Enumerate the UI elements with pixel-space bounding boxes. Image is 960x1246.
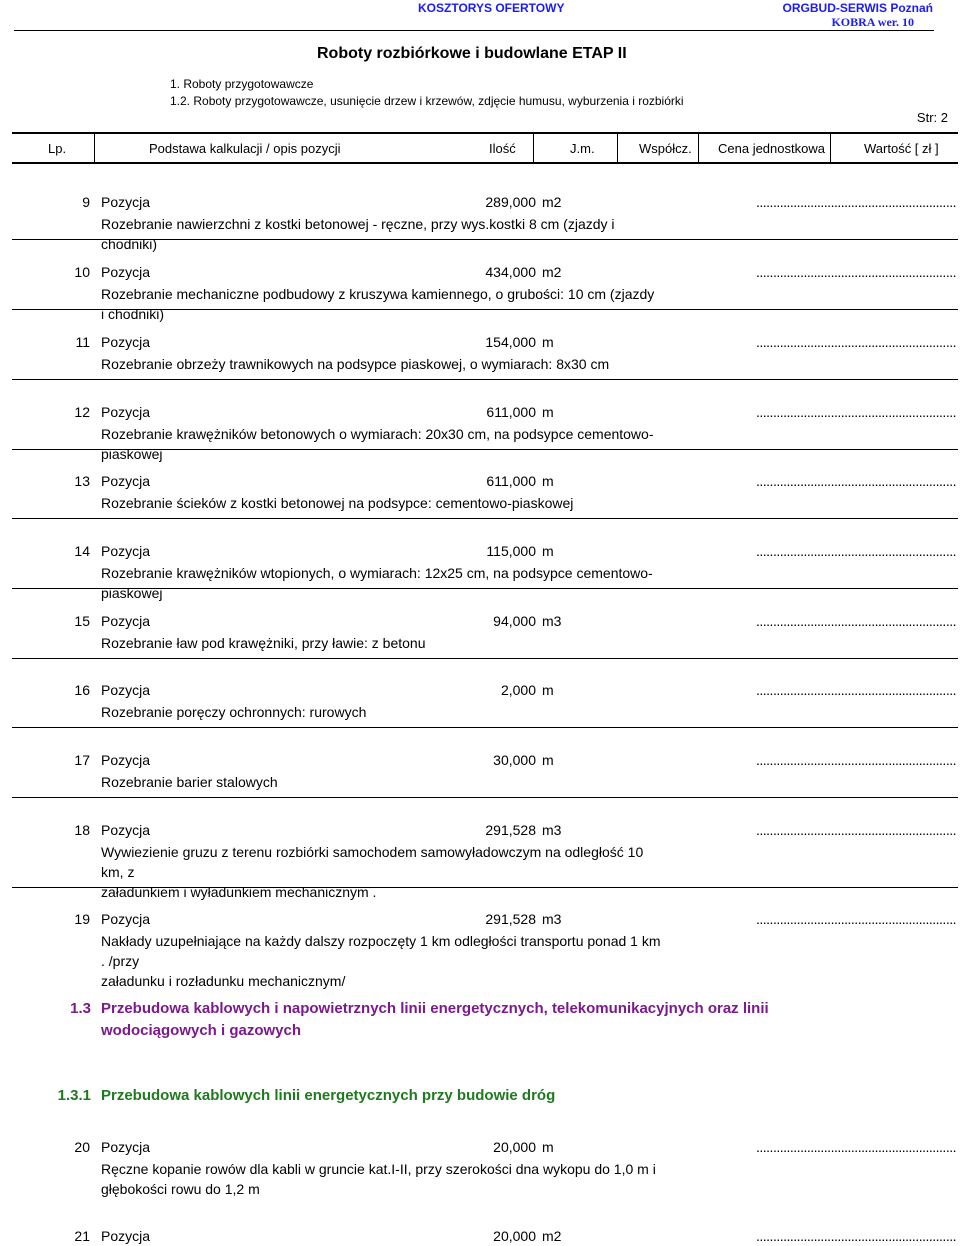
item-number: 11	[75, 334, 90, 350]
section-number: 1.3	[70, 1000, 91, 1017]
item-value-placeholder: ...........................................................	[756, 194, 956, 210]
item-value-placeholder: ...........................................................	[756, 911, 956, 927]
item-description-line: głębokości rowu do 1,2 m	[101, 1181, 260, 1197]
item-description-line: załadunku i rozładunku mechanicznym/	[101, 973, 346, 989]
item-unit: m2	[542, 264, 562, 280]
item-label: Pozycja	[101, 911, 151, 927]
column-separator	[94, 134, 95, 162]
item-description-line: Wywiezienie gruzu z terenu rozbiórki samochodem samowyładowczym na odległość 10 km, z	[101, 844, 644, 880]
item-value-placeholder: ...........................................................	[756, 404, 956, 420]
item-description-line: Rozebranie krawężników betonowych o wymiarach: 20x30 cm, na podsypce cementowo-piaskowej	[101, 426, 654, 462]
item-number: 10	[74, 264, 90, 280]
item-number: 19	[74, 911, 90, 927]
item-number: 13	[74, 473, 90, 489]
item-separator	[12, 797, 958, 798]
item-separator	[12, 727, 958, 728]
item-label: Pozycja	[101, 682, 151, 698]
item-description	[101, 284, 661, 324]
item-unit: m3	[542, 911, 562, 927]
item-value-placeholder: ...........................................................	[756, 543, 956, 559]
item-quantity: 115,000	[486, 543, 536, 559]
item-value-placeholder: ...........................................................	[756, 334, 956, 350]
page-title: Roboty rozbiórkowe i budowlane ETAP II	[317, 45, 627, 62]
item-number: 18	[74, 822, 90, 838]
item-description-line: Rozebranie ław pod krawężniki, przy ławie: z betonu	[101, 635, 426, 651]
item-description	[101, 842, 661, 902]
item-quantity: 94,000	[493, 613, 536, 629]
item-description	[101, 563, 661, 603]
page-number: Str: 2	[916, 110, 948, 125]
item-quantity: 2,000	[500, 682, 536, 698]
header-center: KOSZTORYS OFERTOWY	[418, 1, 565, 15]
item-separator	[12, 658, 958, 659]
item-label: Pozycja	[101, 1139, 151, 1155]
item-quantity: 20,000	[493, 1139, 536, 1155]
item-description	[101, 424, 661, 464]
column-coefficient: Współcz.	[639, 141, 692, 156]
item-unit: m	[542, 682, 554, 698]
column-separator	[617, 134, 618, 162]
header-company: ORGBUD-SERWIS Poznań	[782, 1, 933, 15]
item-number: 14	[74, 543, 90, 559]
item-description-line: Rozebranie barier stalowych	[101, 774, 278, 790]
header-version: KOBRA wer. 10	[831, 15, 914, 29]
item-quantity: 611,000	[486, 404, 536, 420]
item-description	[101, 633, 661, 653]
item-unit: m2	[542, 194, 562, 210]
item-number: 12	[74, 404, 90, 420]
item-description-line: załadunkiem i wyładunkiem mechanicznym .	[101, 884, 377, 900]
section-title-line-1: Przebudowa kablowych linii energetycznych przy budowie dróg	[101, 1087, 556, 1104]
item-number: 17	[74, 752, 90, 768]
item-value-placeholder: ...........................................................	[756, 613, 956, 629]
item-description-line: Ręczne kopanie rowów dla kabli w gruncie kat.I-II, przy szerokości dna wykopu do 1,0 m i	[101, 1161, 656, 1177]
column-separator	[830, 134, 831, 162]
item-number: 16	[74, 682, 90, 698]
item-value-placeholder: ...........................................................	[756, 1139, 956, 1155]
breadcrumb-level-1: 1. Roboty przygotowawcze	[170, 77, 314, 91]
item-unit: m	[542, 543, 554, 559]
item-label: Pozycja	[101, 264, 151, 280]
item-number: 21	[74, 1228, 90, 1244]
column-header-row	[12, 132, 958, 164]
item-label: Pozycja	[101, 404, 151, 420]
item-unit: m	[542, 752, 554, 768]
item-description-line: Rozebranie nawierzchni z kostki betonowej - ręczne, przy wys.kostki 8 cm (zjazdy i chodniki)	[101, 216, 615, 252]
item-value-placeholder: ...........................................................	[756, 822, 956, 838]
item-value-placeholder: ...........................................................	[756, 1228, 956, 1244]
item-quantity: 291,528	[485, 822, 536, 838]
item-quantity: 611,000	[486, 473, 536, 489]
item-label: Pozycja	[101, 334, 151, 350]
item-separator	[12, 379, 958, 380]
item-separator	[12, 239, 958, 240]
item-number: 9	[82, 194, 90, 210]
section-number: 1.3.1	[57, 1087, 91, 1104]
item-description	[101, 214, 661, 254]
item-description	[101, 1159, 661, 1199]
item-description	[101, 772, 661, 792]
item-description-line: Rozebranie mechaniczne podbudowy z kruszywa kamiennego, o grubości: 10 cm (zjazdy i chodniki)	[101, 286, 655, 322]
column-unit: J.m.	[570, 141, 595, 156]
item-quantity: 289,000	[485, 194, 536, 210]
column-value: Wartość [ zł ]	[864, 141, 939, 156]
item-unit: m	[542, 473, 554, 489]
item-separator	[12, 309, 958, 310]
item-separator	[12, 588, 958, 589]
item-label: Pozycja	[101, 194, 151, 210]
item-quantity: 20,000	[493, 1228, 536, 1244]
item-description-line: Rozebranie poręczy ochronnych: rurowych	[101, 704, 367, 720]
item-quantity: 30,000	[493, 752, 536, 768]
item-label: Pozycja	[101, 822, 151, 838]
column-unit-price: Cena jednostkowa	[718, 141, 825, 156]
item-label: Pozycja	[101, 1228, 151, 1244]
item-separator	[12, 449, 958, 450]
item-unit: m	[542, 1139, 554, 1155]
item-unit: m2	[542, 1228, 562, 1244]
column-separator	[533, 134, 534, 162]
item-description	[101, 702, 661, 722]
item-description-line: Rozebranie krawężników wtopionych, o wymiarach: 12x25 cm, na podsypce cementowo-piaskowej	[101, 565, 653, 601]
column-description: Podstawa kalkulacji / opis pozycji	[149, 141, 341, 156]
item-unit: m3	[542, 613, 562, 629]
section-title-line-2: wodociągowych i gazowych	[101, 1022, 302, 1039]
item-unit: m	[542, 404, 554, 420]
item-quantity: 154,000	[485, 334, 536, 350]
item-description-line: Nakłady uzupełniające na każdy dalszy rozpoczęty 1 km odległości transportu ponad 1 km . /przy	[101, 933, 661, 969]
item-description-line: Rozebranie obrzeży trawnikowych na podsypce piaskowej, o wymiarach: 8x30 cm	[101, 356, 610, 372]
column-lp: Lp.	[48, 141, 67, 156]
section-title-line-1: Przebudowa kablowych i napowietrznych linii energetycznych, telekomunikacyjnych oraz linii	[101, 1000, 769, 1017]
item-value-placeholder: ...........................................................	[756, 682, 956, 698]
item-unit: m3	[542, 822, 562, 838]
item-description	[101, 493, 661, 513]
item-quantity: 434,000	[485, 264, 536, 280]
item-label: Pozycja	[101, 613, 151, 629]
item-description	[101, 931, 661, 991]
item-value-placeholder: ...........................................................	[756, 473, 956, 489]
item-description-line: Rozebranie ścieków z kostki betonowej na podsypce: cementowo-piaskowej	[101, 495, 574, 511]
item-label: Pozycja	[101, 543, 151, 559]
breadcrumb-level-2: 1.2. Roboty przygotowawcze, usunięcie drzew i krzewów, zdjęcie humusu, wyburzenia i rozbiórki	[170, 94, 684, 108]
column-quantity: Ilość	[489, 141, 516, 156]
item-description	[101, 354, 661, 374]
item-separator	[12, 518, 958, 519]
item-number: 15	[74, 613, 90, 629]
column-separator	[698, 134, 699, 162]
item-value-placeholder: ...........................................................	[756, 264, 956, 280]
item-quantity: 291,528	[485, 911, 536, 927]
item-value-placeholder: ...........................................................	[756, 752, 956, 768]
item-number: 20	[74, 1139, 90, 1155]
item-label: Pozycja	[101, 473, 151, 489]
item-unit: m	[542, 334, 554, 350]
header-rule	[14, 30, 934, 31]
item-separator	[12, 887, 958, 888]
item-label: Pozycja	[101, 752, 151, 768]
